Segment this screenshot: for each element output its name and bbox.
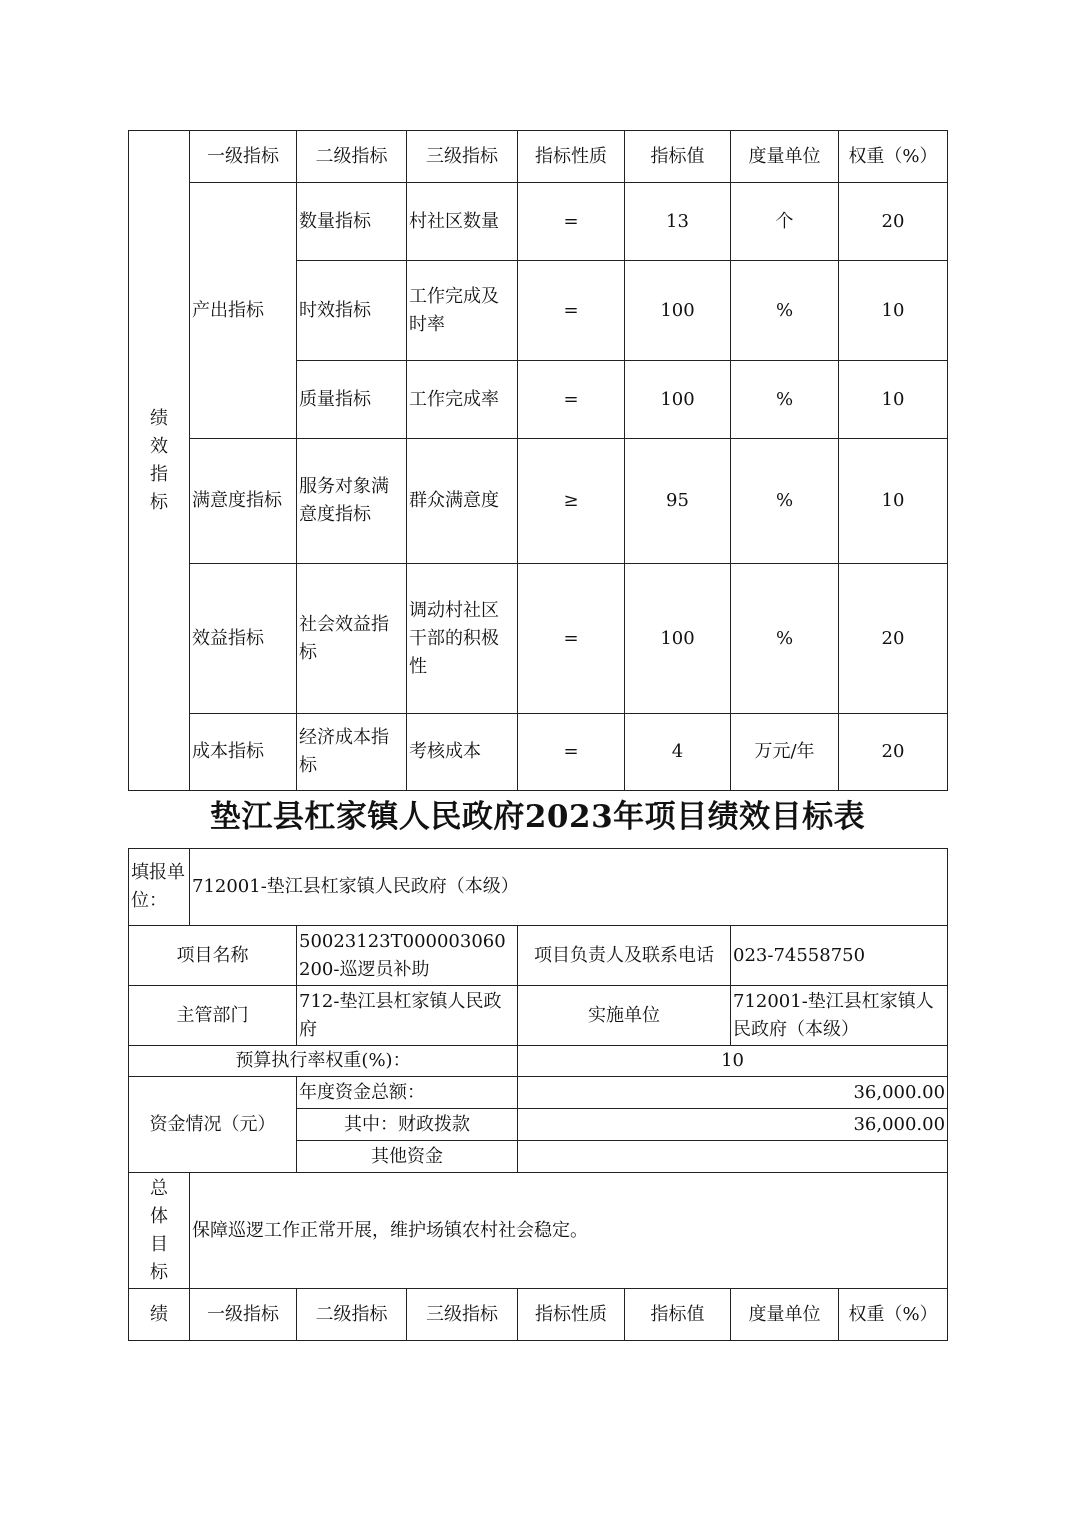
fiscal-value: 36,000.00	[518, 1109, 948, 1141]
level3-cell: 工作完成率	[407, 361, 518, 439]
project-name-value: 50023123T000003060200-巡逻员补助	[297, 926, 518, 986]
performance-side-label: 绩	[129, 1289, 190, 1341]
annual-total-label: 年度资金总额：	[297, 1077, 518, 1109]
unit-cell: %	[731, 361, 839, 439]
header-weight: 权重（%）	[839, 1289, 948, 1341]
nature-cell: =	[518, 183, 625, 261]
dept-value: 712-垫江县杠家镇人民政府	[297, 986, 518, 1046]
nature-cell: ≥	[518, 439, 625, 564]
weight-cell: 10	[839, 361, 948, 439]
unit-cell: %	[731, 439, 839, 564]
funds-label: 资金情况（元）	[129, 1077, 297, 1173]
level2-cell: 服务对象满意度指标	[297, 439, 407, 564]
level1-cell: 成本指标	[190, 714, 297, 791]
unit-cell: 个	[731, 183, 839, 261]
overall-goal-label: 总 体 目 标	[129, 1173, 190, 1289]
level2-cell: 质量指标	[297, 361, 407, 439]
budget-rate-value: 10	[518, 1046, 948, 1077]
performance-side-label: 绩 效 指 标	[129, 131, 190, 791]
project-name-label: 项目名称	[129, 926, 297, 986]
table-row	[129, 439, 948, 564]
page-title: 垫江县杠家镇人民政府2023年项目绩效目标表	[209, 799, 866, 835]
project-target-form	[128, 848, 948, 1341]
unit-cell: 万元/年	[731, 714, 839, 791]
header-nature: 指标性质	[518, 131, 625, 183]
table-row	[129, 183, 948, 261]
level1-output: 产出指标	[190, 183, 297, 439]
nature-cell: =	[518, 261, 625, 361]
overall-goal-value: 保障巡逻工作正常开展，维护场镇农村社会稳定。	[190, 1173, 948, 1289]
value-cell: 100	[625, 564, 731, 714]
level3-cell: 调动村社区干部的积极性	[407, 564, 518, 714]
filler-label: 填报单位：	[129, 849, 190, 926]
weight-cell: 10	[839, 439, 948, 564]
weight-cell: 10	[839, 261, 948, 361]
weight-cell: 20	[839, 714, 948, 791]
level3-cell: 工作完成及时率	[407, 261, 518, 361]
level2-cell: 数量指标	[297, 183, 407, 261]
weight-cell: 20	[839, 564, 948, 714]
filler-value: 712001-垫江县杠家镇人民政府（本级）	[190, 849, 948, 926]
impl-value: 712001-垫江县杠家镇人民政府（本级）	[731, 986, 948, 1046]
nature-cell: =	[518, 564, 625, 714]
header-nature: 指标性质	[518, 1289, 625, 1341]
header-level1: 一级指标	[190, 1289, 297, 1341]
nature-cell: =	[518, 361, 625, 439]
impl-label: 实施单位	[518, 986, 731, 1046]
value-cell: 95	[625, 439, 731, 564]
table-row	[129, 714, 948, 791]
budget-rate-label: 预算执行率权重(%)：	[129, 1046, 518, 1077]
table-row	[129, 564, 948, 714]
header-value: 指标值	[625, 131, 731, 183]
level2-cell: 社会效益指标	[297, 564, 407, 714]
value-cell: 13	[625, 183, 731, 261]
performance-indicator-table-top	[128, 130, 948, 791]
header-level2: 二级指标	[297, 131, 407, 183]
header-unit: 度量单位	[731, 1289, 839, 1341]
header-level1: 一级指标	[190, 131, 297, 183]
annual-total-value: 36,000.00	[518, 1077, 948, 1109]
other-funds-value	[518, 1141, 948, 1173]
fiscal-label: 其中：财政拨款	[297, 1109, 518, 1141]
other-funds-label: 其他资金	[297, 1141, 518, 1173]
level1-cell: 满意度指标	[190, 439, 297, 564]
value-cell: 100	[625, 361, 731, 439]
level2-cell: 时效指标	[297, 261, 407, 361]
level3-cell: 村社区数量	[407, 183, 518, 261]
level3-cell: 群众满意度	[407, 439, 518, 564]
unit-cell: %	[731, 564, 839, 714]
dept-label: 主管部门	[129, 986, 297, 1046]
header-level3: 三级指标	[407, 1289, 518, 1341]
unit-cell: %	[731, 261, 839, 361]
weight-cell: 20	[839, 183, 948, 261]
header-level2: 二级指标	[297, 1289, 407, 1341]
contact-value: 023-74558750	[731, 926, 948, 986]
header-level3: 三级指标	[407, 131, 518, 183]
contact-label: 项目负责人及联系电话	[518, 926, 731, 986]
level3-cell: 考核成本	[407, 714, 518, 791]
header-weight: 权重（%）	[839, 131, 948, 183]
nature-cell: =	[518, 714, 625, 791]
value-cell: 4	[625, 714, 731, 791]
header-value: 指标值	[625, 1289, 731, 1341]
header-unit: 度量单位	[731, 131, 839, 183]
level2-cell: 经济成本指标	[297, 714, 407, 791]
level1-cell: 效益指标	[190, 564, 297, 714]
value-cell: 100	[625, 261, 731, 361]
